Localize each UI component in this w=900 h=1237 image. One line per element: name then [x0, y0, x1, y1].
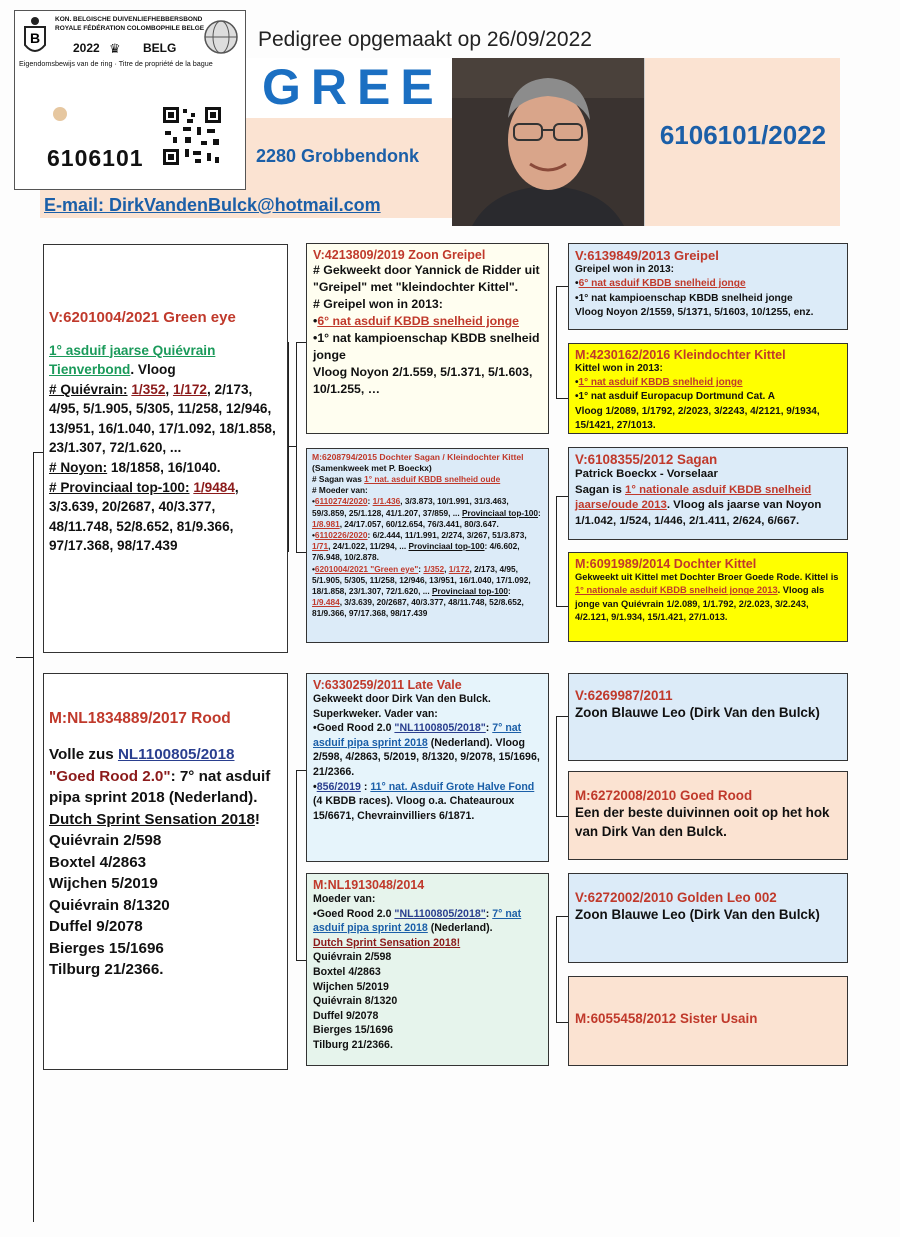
connector — [556, 1022, 568, 1023]
ring-id-panel — [644, 58, 840, 226]
dam2-sagan-pre: # Sagan was — [312, 474, 365, 484]
dam2-child1-rest: , 3/3.873, 10/1.991, 31/3.463, 59/3.859, 25/1.128, 41/1.207, 37/859, ... — [312, 496, 509, 518]
dam3-box — [306, 873, 549, 1066]
connector — [556, 398, 568, 399]
connector — [33, 452, 43, 453]
sire3-box — [306, 673, 549, 862]
gp1-box — [568, 243, 848, 330]
connector — [296, 552, 306, 553]
gp7-title: V:6272002/2010 Golden Leo 002 — [575, 890, 777, 905]
dam2-child3-rest: , 2/173, 4/95, 5/1.905, 5/305, 11/258, 12/946, 13/951, 16/1.040, 17/1.092, 18/1.858, 23/1.307, 72/1.620, ... — [312, 563, 531, 597]
gp1-line1: Greipel won in 2013: — [575, 264, 675, 275]
gp3-title: V:6108355/2012 Sagan — [575, 452, 718, 467]
dam-line1: Volle zus — [49, 746, 114, 763]
gp8-box — [568, 976, 848, 1066]
gp4-details — [575, 571, 841, 625]
dam-dss-tail: ! — [254, 810, 260, 828]
prov-label: # Provinciaal top-100: — [49, 479, 190, 495]
dam-result: Wijchen 5/2019 — [49, 875, 158, 892]
connector — [556, 716, 568, 717]
dam2-details: # Sagan was 1° nat. asduif KBDB snelheid oude # Moeder van: • 6110274/2020: 1/1.436, 3/3.873, 10/1.991, 31/3.463, 59/3.859, 25/1.128, 41/1.207, 37/859, ... Provinciaal top-100: 1/8.981, 24/17.057, 60/12.654, 76/3.441, 80/3.647. • 6110226/2020: 6/2.444, 11/1.991, 2/274, 3/267, 51/3.873, 1/71, 24/1.022, 11/294, ... Provinciaal top-100: 4/6.602, 7/6.948, 10/2.878. • 6201004/2021 "Green eye": 1/352, 1/172, 2/173, 4/95, 5/1.905, 5/305, 11/258, 12/946, 13/951, 16/1.040, 17/1.092, 18/1.858, 23/1.307, 72/1.620, ... Provinciaal top-100: 1/9.484, 3/3.639, 20/2687, 40/3.377, 48/11.748, 52/8.652, 81/9.366, 97/17.368, 98/17.439 — [312, 474, 543, 620]
gp5-line1: Zoon Blauwe Leo (Dirk Van den Bulck) — [575, 705, 820, 720]
quievrain-label: # Quiévrain: — [49, 381, 128, 397]
gp2-box — [568, 343, 848, 434]
dam2-title-line — [312, 452, 543, 474]
gp3-line1: Patrick Boeckx - Vorselaar — [575, 468, 718, 480]
dam-result: Quiévrain 8/1320 — [49, 896, 170, 914]
dam3-child1-link: "NL1100805/2018" — [394, 907, 486, 920]
connector — [556, 916, 557, 1022]
dam2-child1-prov: Provinciaal top-100 — [461, 507, 539, 518]
dam3-child1-tail: (Nederland). — [427, 922, 493, 935]
dam2-child2-a: 1/71 — [312, 541, 329, 552]
dam2-child3-link: 6201004/2021 "Green eye" — [314, 563, 419, 574]
ring-card — [14, 10, 246, 190]
dam2-child1-sep: : — [538, 507, 541, 518]
gp2-result-1: 1° nat asduif KBDB snelheid jonge — [578, 377, 743, 389]
sire2-bred: # Gekweekt door Yannick de Ridder uit "Greipel" met "kleindochter Kittel". — [313, 263, 540, 294]
sire2-flew: Vloog Noyon 2/1.559, 5/1.371, 5/1.603, 10/1.255, … — [313, 365, 533, 396]
federation-nl: KON. BELGISCHE DUIVENLIEFHEBBERSBOND — [55, 16, 203, 23]
gp3-line2-tail: . Vloog als jaarse van Noyon 1/1.042, 1/524, 1/446, 2/1.411, 2/624, 6/667. — [575, 499, 822, 527]
sire3-child1: Goed Rood 2.0 — [316, 722, 395, 735]
dam2-child3-sep2: , — [444, 563, 449, 574]
sire2-result-2: • 1° nat kampioenschap KBDB snelheid jonge — [313, 330, 542, 364]
crown-icon: ♛ — [109, 41, 121, 56]
sire2-box — [306, 243, 549, 434]
noyon-rest: 18/1858, 16/1040. — [107, 460, 221, 476]
bird-box — [43, 244, 288, 653]
connector — [556, 496, 557, 606]
sire3-child2-link2: 11° nat. Asduif Grote Halve Fond — [370, 780, 535, 793]
sire3-child2-tail: (4 KBDB races). Vloog o.a. Chateauroux 15/6671, Chevrainvilliers 6/1871. — [313, 795, 515, 822]
sire3-child2-sep: : — [360, 780, 371, 793]
dam2-child2-link: 6110226/2020 — [314, 530, 368, 541]
dam-details — [49, 744, 281, 981]
dam2-child1-b: 1/8.981 — [312, 518, 340, 529]
sire2-result-1: 6° nat asduif KBDB snelheid jonge — [317, 314, 520, 328]
gp3-line2-pre: Sagan is — [575, 483, 626, 496]
dam2-mother: # Moeder van: — [312, 485, 368, 496]
dam2-child3-sep3: : — [508, 586, 511, 597]
connector — [296, 342, 306, 343]
noyon-label: # Noyon: — [49, 460, 108, 476]
bird-details: 1° asduif jaarse Quiévrain Tienverbond. Vloog # Quiévrain: 1/352, 1/172, 2/173, 4/95, 5/1.905, 5/305, 11/258, 12/946, 13/951, 16/1.040, 17/1.092, 18/1.858, 23/1.307, 72/1.620, ... # Noyon: 18/1858, 16/1040. # Provinciaal top-100: 1/9484, 3/3.639, 20/2687, 40/3.377, 48/11.748, 52/8.652, 81/9.366, 97/17.368, 98/17.439 — [49, 342, 276, 554]
dam3-dss: Dutch Sprint Sensation 2018! — [313, 936, 461, 949]
dam3-result: Tilburg 21/2366. — [313, 1038, 393, 1051]
gp1-result-2: • 1° nat kampioenschap KBDB snelheid jonge — [575, 292, 841, 306]
header-email: E-mail: DirkVandenBulck@hotmail.com — [44, 195, 381, 215]
gp6-line1: Een der beste duivinnen ooit op het hok van Dirk Van den Bulck. — [575, 805, 830, 839]
dam2-title: M:6208794/2015 Dochter Sagan / Kleindochter Kittel — [312, 452, 524, 462]
dam2-child3-rest2: , 3/3.639, 20/2687, 40/3.377, 48/11.748, 52/8.652, 81/9.366, 97/17.368, 98/17.439 — [312, 597, 524, 619]
federation-fr: ROYALE FÉDÉRATION COLOMBOPHILE BELGE — [55, 25, 205, 32]
gp4-line1-link: 1° nationale asduif KBDB snelheid jonge 2013 — [575, 585, 778, 596]
connector — [556, 606, 568, 607]
gp3-box — [568, 447, 848, 540]
ring-dot-icon — [53, 107, 67, 121]
dam2-child3-sep: : — [418, 563, 424, 574]
gp3-details — [575, 467, 841, 529]
header-address: 2280 Grobbendonk — [256, 146, 420, 166]
gp8-title: M:6055458/2012 Sister Usain — [575, 1011, 758, 1026]
dam-desc: : 7° nat asduif pipa sprint 2018 (Nederland). — [49, 767, 271, 806]
gp1-details — [575, 263, 841, 321]
bird-lead-tail: . Vloog — [130, 362, 176, 378]
dam2-child1-a: 1/1.436 — [372, 496, 401, 507]
sire2-title: V:4213809/2019 Zoon Greipel — [313, 248, 486, 262]
sire3-child2-link: 856/2019 — [316, 780, 361, 793]
gp6-box — [568, 771, 848, 860]
connector — [288, 342, 289, 552]
gp6-title: M:6272008/2010 Goed Rood — [575, 788, 753, 803]
sire2-details — [313, 262, 542, 398]
dam-box — [43, 673, 288, 1070]
gp2-line1: Kittel won in 2013: — [575, 363, 663, 374]
gp4-line1: Gekweekt uit Kittel met Dochter Broer Goede Rode. Kittel is — [575, 572, 839, 582]
dam2-child3-a: 1/352 — [423, 563, 445, 574]
dam2-child1-link: 6110274/2020 — [314, 496, 368, 507]
connector — [556, 916, 568, 917]
sire3-details — [313, 692, 542, 823]
gp2-result-2: • 1° nat asduif Europacup Dortmund Cat. A — [575, 390, 841, 404]
connector — [16, 657, 33, 658]
ownership-text: Eigendomsbewijs van de ring · Titre de propriété de la bague — [19, 59, 213, 68]
sire3-line1: Gekweekt door Dirk Van den Bulck. Superkweker. Vader van: — [313, 693, 491, 720]
connector — [556, 286, 568, 287]
connector — [296, 770, 297, 960]
dam-link: NL1100805/2018 — [117, 746, 235, 763]
dam3-details — [313, 892, 542, 1053]
sire2-won: # Greipel won in 2013: — [313, 297, 443, 311]
dam2-child3-c: 1/9.484 — [312, 597, 340, 608]
connector — [556, 716, 557, 816]
dam2-child1-rest2: , 24/17.057, 60/12.654, 76/3.441, 80/3.647. — [339, 518, 499, 529]
dam-result: Tilburg 21/2366. — [49, 961, 164, 978]
sire3-child1-tail: (Nederland). Vloog 2/598, 4/2863, 5/2019, 8/1320, 9/2078, 15/1696, 21/2366. — [313, 736, 540, 778]
header-pedigree-title: GREE — [262, 59, 444, 115]
connector — [288, 446, 296, 447]
dam-title: M:NL1834889/2017 Rood — [49, 710, 231, 727]
dam3-title: M:NL1913048/2014 — [313, 878, 425, 892]
dam-result: Duffel 9/2078 — [49, 918, 143, 935]
sire3-title: V:6330259/2011 Late Vale — [313, 678, 462, 692]
gp4-line1-tail: . Vloog als jonge van Quiévrain 1/2.089, 1/1.792, 2/2.023, 3/2.243, 4/2.121, 9/1.934, 15/1.421, 27/1.013. — [575, 585, 825, 623]
dam3-result: Bierges 15/1696 — [313, 1024, 394, 1037]
connector — [296, 960, 306, 961]
svg-text:B: B — [29, 30, 41, 46]
dam2-child3-b: 1/172 — [448, 563, 470, 574]
dam3-result: Duffel 9/2078 — [313, 1009, 379, 1022]
qr-code — [161, 105, 223, 167]
bird-lead: 1° asduif jaarse Quiévrain Tienverbond — [49, 342, 216, 378]
dam3-child1-sep: : — [485, 907, 493, 920]
gp4-box — [568, 552, 848, 642]
connector — [296, 342, 297, 552]
globe-logo — [203, 19, 239, 55]
gp7-box — [568, 873, 848, 963]
gp2-details — [575, 362, 841, 433]
prov-link: 1/9484 — [193, 479, 235, 495]
quievrain-rest: , 2/173, 4/95, 5/1.905, 5/305, 11/258, 12/946, 13/951, 16/1.040, 17/1.092, 18/1.858, 23/1.307, 72/1.620, ... — [49, 381, 276, 456]
bird-title: V:6201004/2021 Green eye — [49, 309, 236, 326]
dam3-result: Boxtel 4/2863 — [313, 965, 381, 978]
connector — [556, 816, 568, 817]
gp1-title: V:6139849/2013 Greipel — [575, 248, 719, 263]
kbdb-logo — [21, 15, 49, 59]
dam3-result: Quiévrain 2/598 — [313, 951, 392, 964]
dam3-child1-link2: 7° nat asduif pipa sprint 2018 — [313, 907, 522, 935]
connector — [296, 770, 306, 771]
dam2-title-tail: (Samenkweek met P. Boeckx) — [312, 463, 432, 473]
gp2-title: M:4230162/2016 Kleindochter Kittel — [575, 348, 786, 362]
gp5-box — [568, 673, 848, 761]
ring-id: 6106101/2022 — [659, 120, 827, 150]
dam2-child3-prov: Provinciaal top-100 — [431, 586, 509, 597]
dam3-result: Quiévrain 8/1320 — [313, 995, 398, 1008]
breeder-photo — [452, 58, 644, 226]
dam2-child2-rest: : 6/2.444, 11/1.991, 2/274, 3/267, 51/3.873, — [367, 530, 527, 541]
created-on-text: Pedigree opgemaakt op 26/09/2022 — [258, 28, 592, 51]
connector — [33, 452, 34, 1222]
ring-number: 6106101 — [47, 145, 144, 171]
dam2-child2-prov: Provinciaal top-100 — [408, 541, 485, 552]
gp5-title: V:6269987/2011 — [575, 688, 673, 703]
connector — [556, 286, 557, 398]
gp1-line2: Vloog Noyon 2/1559, 5/1371, 5/1603, 10/1255, enz. — [575, 307, 814, 319]
gp2-line2: Vloog 1/2089, 1/1792, 2/2023, 3/2243, 4/2121, 9/1934, 15/1421, 27/1013. — [575, 405, 820, 431]
dam-result: Quiévrain 2/598 — [49, 832, 162, 849]
gp3-line2-link: 1° nationale asduif KBDB snelheid jaarse/oude 2013 — [575, 483, 812, 512]
dam-dss: Dutch Sprint Sensation 2018 — [49, 810, 255, 828]
dam3-child1: Goed Rood 2.0 — [316, 907, 395, 920]
dam2-child2-rest3: : 4/6.602, 7/6.948, 10/2.878. — [312, 541, 520, 563]
dam-quote: "Goed Rood 2.0" — [49, 767, 171, 785]
dam2-box — [306, 448, 549, 643]
sire3-child1-link2: 7° nat asduif pipa sprint 2018 — [313, 722, 522, 749]
dam3-result: Wijchen 5/2019 — [313, 980, 389, 993]
quievrain-result-1: 1/352 — [131, 381, 166, 397]
gp4-title: M:6091989/2014 Dochter Kittel — [575, 557, 757, 571]
connector — [556, 496, 568, 497]
gp1-result-1: 6° nat asduif KBDB snelheid jonge — [578, 278, 746, 290]
sire3-child1-sep: : — [485, 722, 493, 735]
gp7-line1: Zoon Blauwe Leo (Dirk Van den Bulck) — [575, 907, 820, 922]
ring-year: 2022 — [73, 41, 100, 55]
dam2-child2-rest2: , 24/1.022, 11/294, ... — [328, 541, 409, 552]
dam2-sagan-link: 1° nat. asduif KBDB snelheid oude — [364, 474, 501, 484]
quievrain-result-2: 1/172 — [172, 381, 207, 397]
dam-result: Bierges 15/1696 — [49, 939, 164, 957]
sire3-child1-link: "NL1100805/2018" — [394, 722, 486, 735]
dam-result: Boxtel 4/2863 — [49, 853, 147, 871]
ring-country: BELG — [143, 41, 177, 55]
dam3-line1: Moeder van: — [313, 893, 376, 905]
prov-rest: , 3/3.639, 20/2687, 40/3.377, 48/11.748, 52/8.652, 81/9.366, 97/17.368, 98/17.439 — [49, 479, 239, 554]
